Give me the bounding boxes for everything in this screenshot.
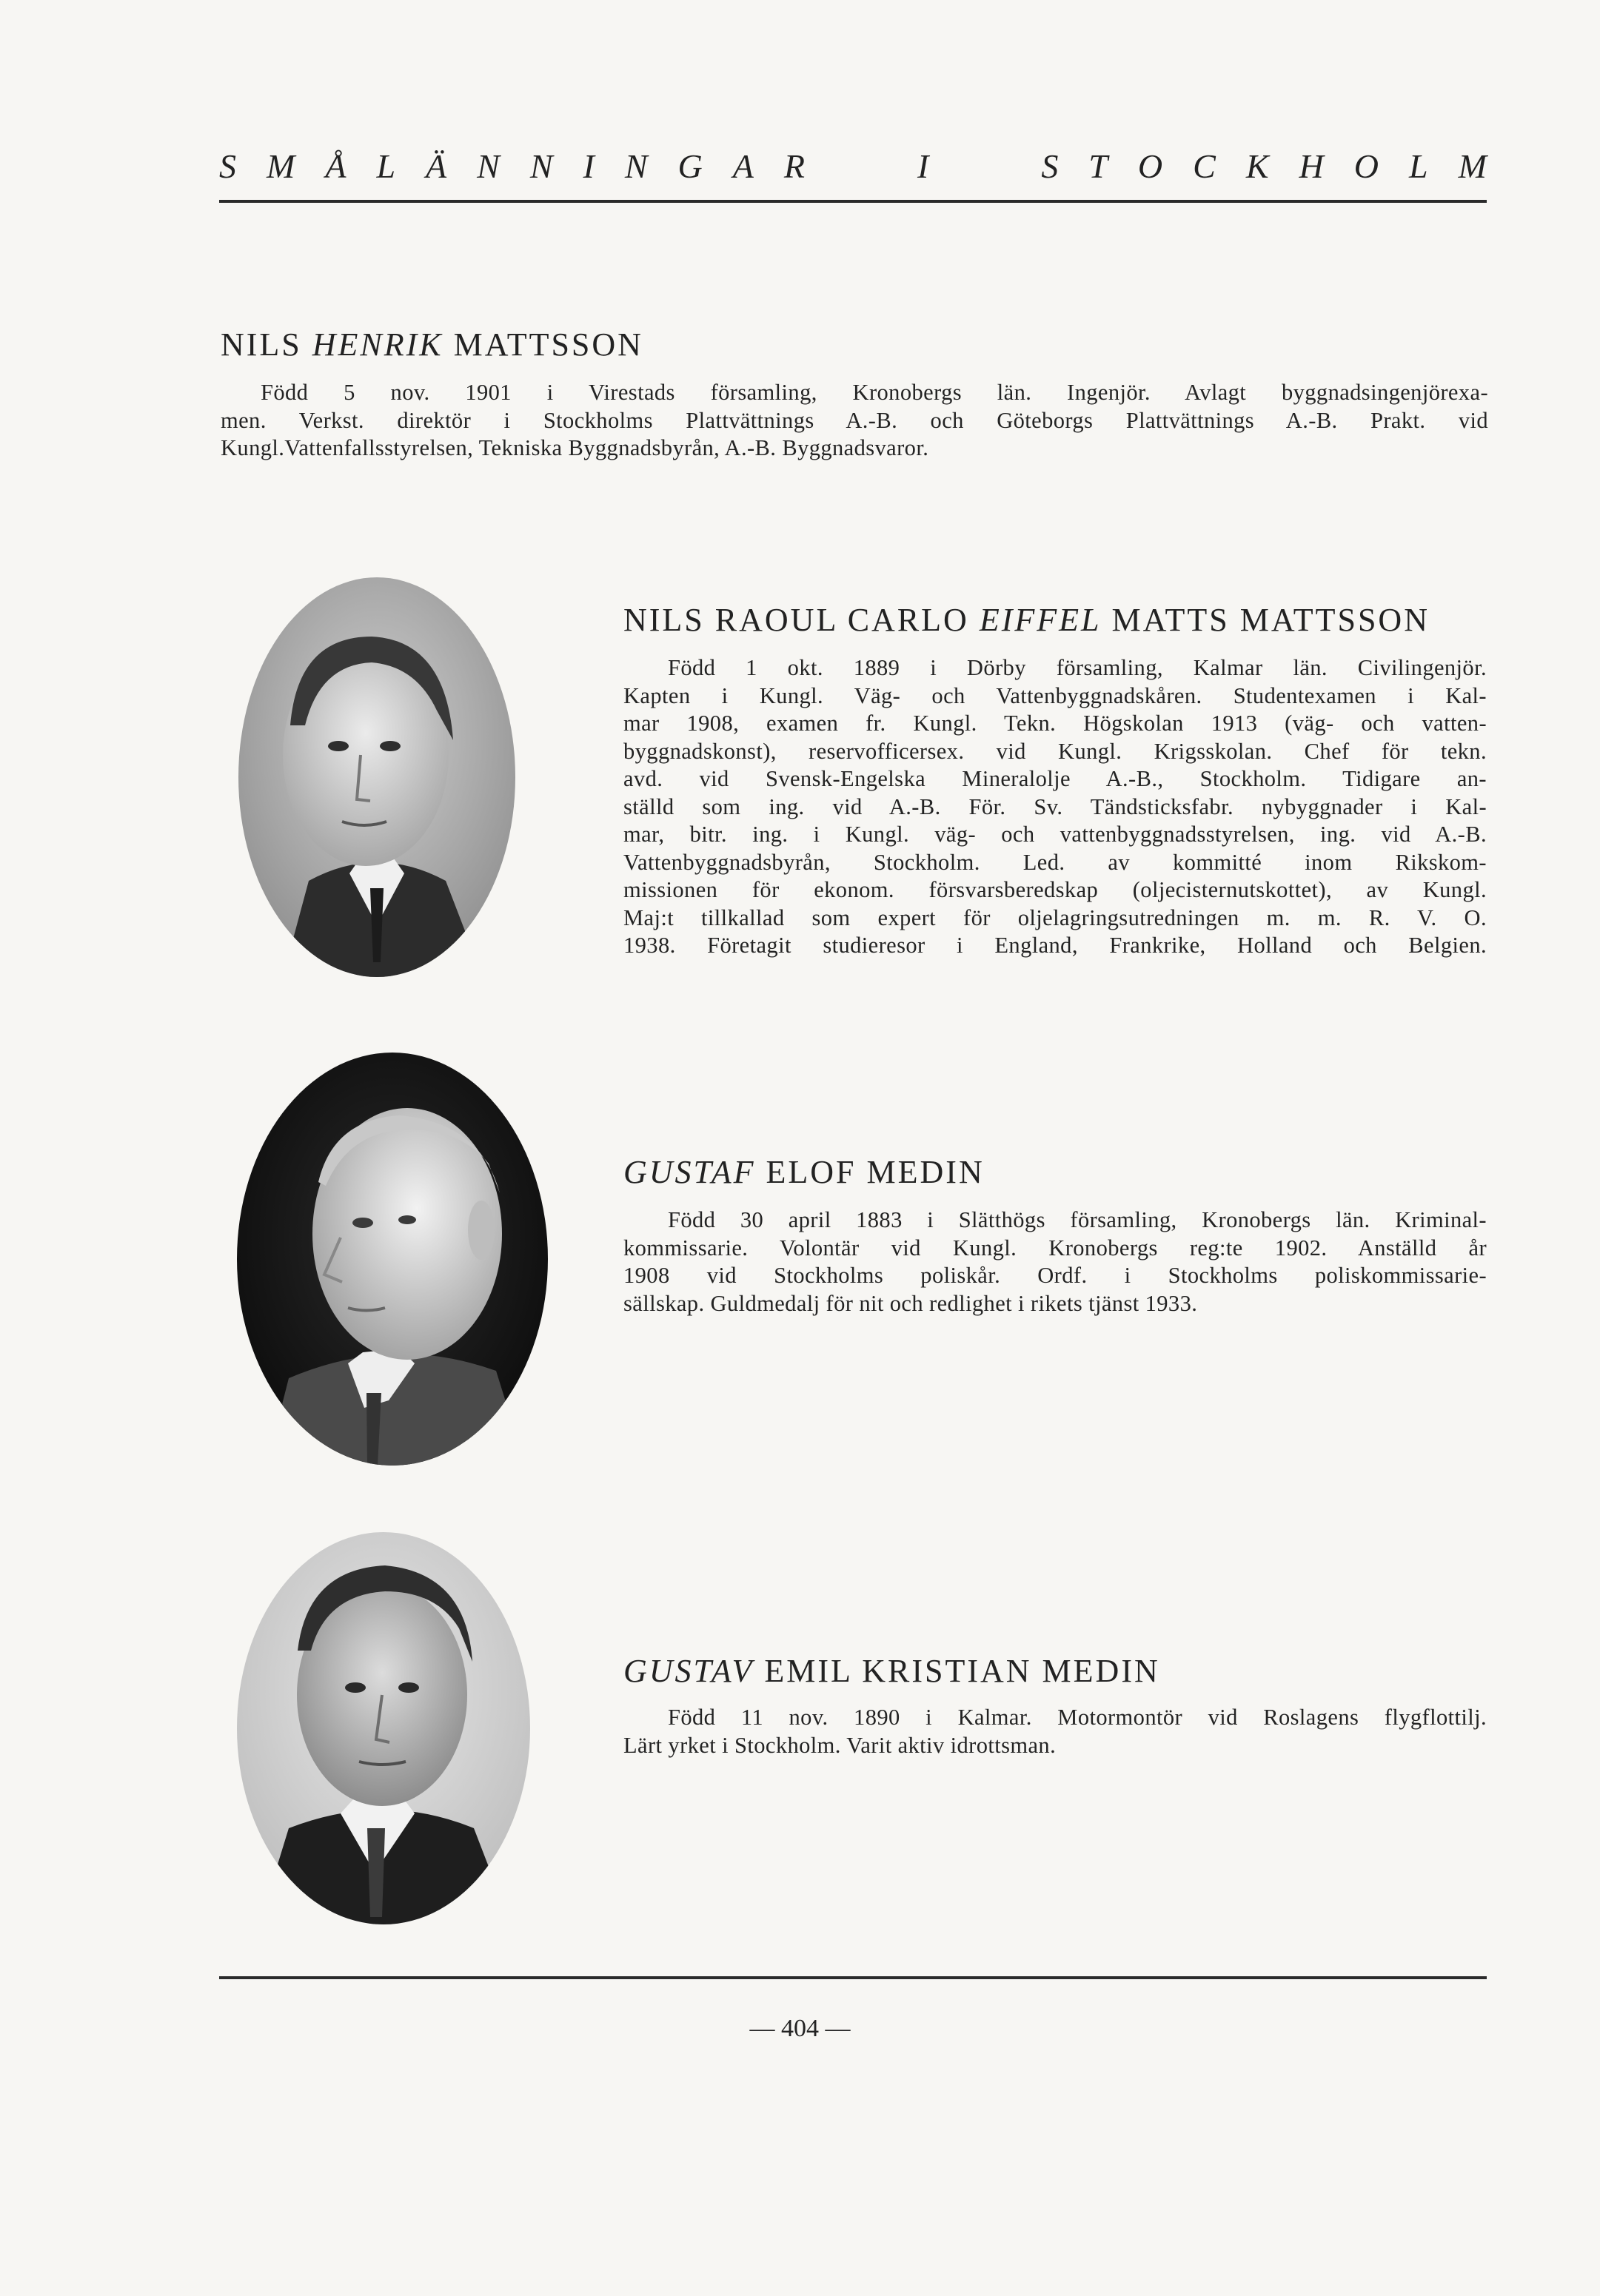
body-line: kommissarie. Volontär vid Kungl. Kronobergs reg:te 1902. Anställd år <box>623 1235 1487 1261</box>
body-line: Född 5 nov. 1901 i Virestads församling, Kronobergs län. Ingenjör. Avlagt byggnadsingenjörexa- <box>261 380 1488 405</box>
head-letter: L <box>376 147 396 185</box>
body-line: Maj:t tillkallad som expert för oljelagringsutredningen m. m. R. V. O. <box>623 904 1487 930</box>
portrait-photo <box>238 577 515 977</box>
head-letter: S <box>219 147 236 185</box>
head-letter: K <box>1245 147 1269 185</box>
head-letter: H <box>1299 147 1324 185</box>
body-line: Kungl.Vattenfallsstyrelsen, Tekniska Byggnadsbyrån, A.-B. Byggnadsvaror. <box>221 435 929 460</box>
head-letter: G <box>677 147 703 185</box>
body-line: Född 11 nov. 1890 i Kalmar. Motormontör vid Roslagens flygflottilj. <box>668 1705 1487 1730</box>
head-letter: R <box>783 147 805 185</box>
entry-body <box>623 1704 1487 1759</box>
body-line: Född 30 april 1883 i Slätthögs församling, Kronobergs län. Kriminal- <box>668 1207 1487 1232</box>
body-line: men. Verkst. direktör i Stockholms Plattvättnings A.-B. och Göteborgs Plattvättnings A.-B. Prakt. vid <box>221 407 1488 433</box>
head-letter: O <box>1137 147 1163 185</box>
head-letter: I <box>917 147 929 185</box>
entry-name: GUSTAF ELOF MEDIN <box>623 1154 985 1190</box>
body-line: Född 1 okt. 1889 i Dörby församling, Kalmar län. Civilingenjör. <box>668 655 1487 680</box>
body-line: Lärt yrket i Stockholm. Varit aktiv idrottsman. <box>623 1732 1057 1758</box>
body-line: Kapten i Kungl. Väg- och Vattenbyggnadskåren. Studentexamen i Kal- <box>623 682 1487 708</box>
body-line: missionen för ekonom. försvarsberedskap (oljecisternutskottet), av Kungl. <box>623 877 1487 902</box>
head-letter: N <box>477 147 500 185</box>
entry-name: NILS RAOUL CARLO EIFFEL MATTS MATTSSON <box>623 602 1430 638</box>
page-number: — 404 — <box>749 2015 851 2042</box>
head-letter: T <box>1088 147 1108 185</box>
body-line: sällskap. Guldmedalj för nit och redlighet i rikets tjänst 1933. <box>623 1290 1198 1316</box>
head-letter: Å <box>325 147 347 185</box>
entry-name: GUSTAV EMIL KRISTIAN MEDIN <box>623 1653 1160 1689</box>
entry-body <box>623 654 1487 960</box>
head-letter: M <box>1458 147 1487 185</box>
head-letter: N <box>624 147 648 185</box>
head-letter: L <box>1408 147 1428 185</box>
head-letter: I <box>583 147 595 185</box>
body-line: Vattenbyggnadsbyrån, Stockholm. Led. av kommitté inom Rikskom- <box>623 849 1487 875</box>
footer-rule <box>219 1976 1487 1979</box>
head-letter: S <box>1041 147 1059 185</box>
entry-body <box>623 1206 1487 1317</box>
body-line: 1908 vid Stockholms poliskår. Ordf. i Stockholms poliskommissarie- <box>623 1263 1487 1288</box>
head-letter: N <box>529 147 553 185</box>
entry-name: NILS HENRIK MATTSSON <box>221 326 643 363</box>
portrait-photo <box>237 1053 548 1466</box>
entry-body <box>221 379 1488 463</box>
running-head <box>219 147 1487 186</box>
body-line: mar, bitr. ing. i Kungl. väg- och vattenbyggnadsstyrelsen, ing. vid A.-B. <box>623 822 1487 847</box>
head-letter: C <box>1193 147 1216 185</box>
header-rule <box>219 200 1487 203</box>
portrait-photo <box>237 1532 530 1924</box>
body-line: byggnadskonst), reservofficersex. vid Kungl. Krigsskolan. Chef för tekn. <box>623 738 1487 764</box>
head-letter: O <box>1353 147 1379 185</box>
body-line: 1938. Företagit studieresor i England, Frankrike, Holland och Belgien. <box>623 933 1487 958</box>
body-line: mar 1908, examen fr. Kungl. Tekn. Högskolan 1913 (väg- och vatten- <box>623 711 1487 736</box>
head-letter: Ä <box>426 147 447 185</box>
body-line: ställd som ing. vid A.-B. För. Sv. Tändsticksfabr. nybyggnader i Kal- <box>623 793 1487 819</box>
head-letter: A <box>732 147 754 185</box>
body-line: avd. vid Svensk-Engelska Mineralolje A.-B., Stockholm. Tidigare an- <box>623 766 1487 791</box>
head-letter: M <box>267 147 295 185</box>
